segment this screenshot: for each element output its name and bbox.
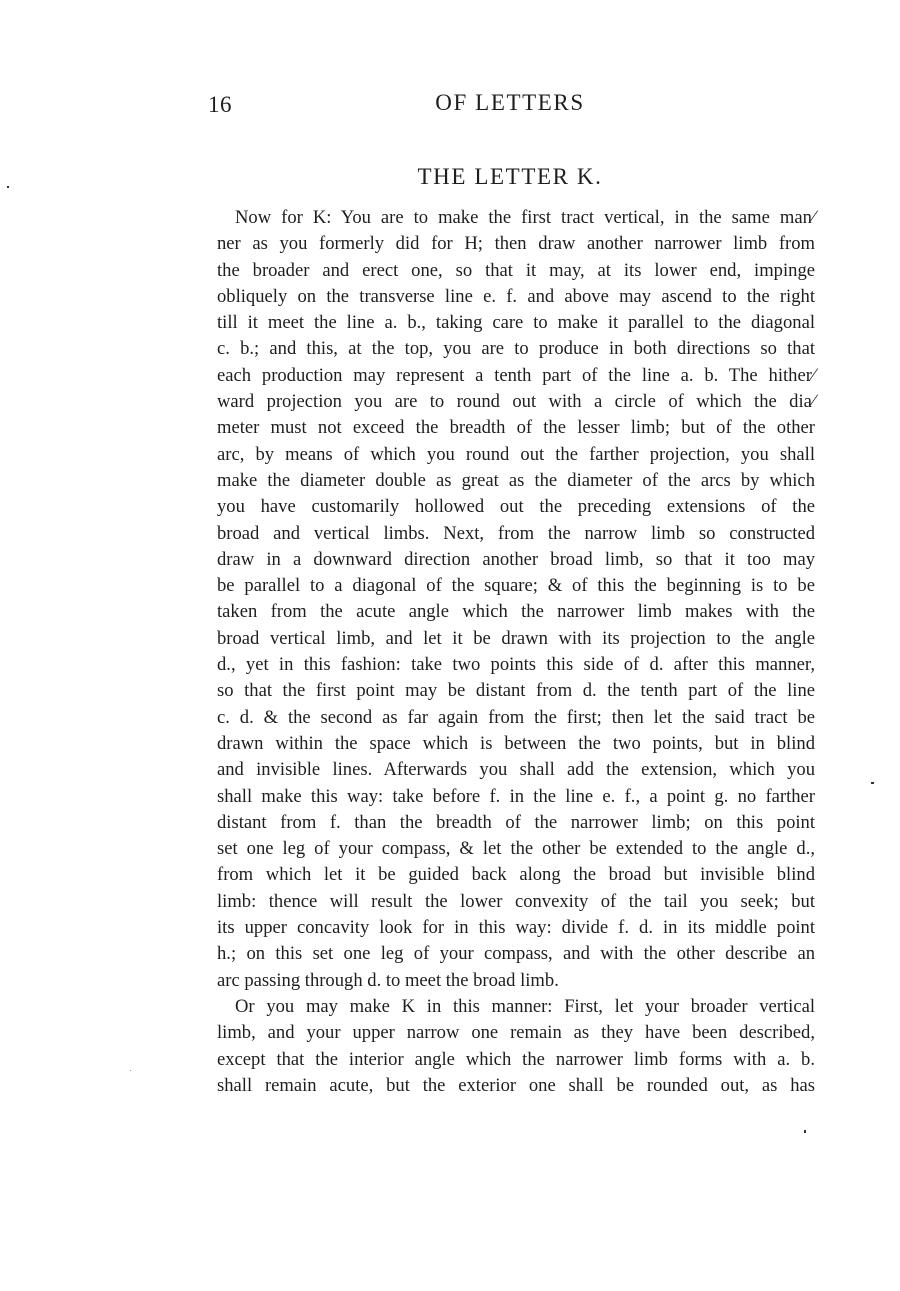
text-line: ner as you formerly did for H; then draw another narrower limb from [217,233,815,255]
text-line: arc, by means of which you round out the farther projection, you shall [217,443,815,465]
text-line: obliquely on the transverse line e. f. and above may ascend to the right [217,285,815,307]
text-line: make the diameter double as great as the diameter of the arcs by which [217,469,815,491]
text-line: shall remain acute, but the exterior one shall be rounded out, as has [217,1074,815,1096]
text-line: till it meet the line a. b., taking care to make it parallel to the diagonal [217,312,815,334]
text-line: taken from the acute angle which the narrower limb makes with the [217,601,815,623]
text-line: Or you may make K in this manner: First, let your broader vertical [235,995,815,1017]
body-text [217,205,815,1099]
text-line: draw in a downward direction another broad limb, so that it too may [217,548,815,570]
text-line: h.; on this set one leg of your compass, and with the other describe an [217,943,815,965]
text-line: you have customarily hollowed out the preceding extensions of the [217,496,815,518]
page-number: 16 [208,92,232,117]
text-line: so that the first point may be distant from d. the tenth part of the line [217,680,815,702]
text-line: d., yet in this fashion: take two points this side of d. after this manner, [217,654,815,676]
paragraph-1 [217,205,815,994]
running-head: OF LETTERS [435,90,585,115]
text-line: each production may represent a tenth part of the line a. b. The hither⁄ [217,364,815,386]
text-line: meter must not exceed the breadth of the lesser limb; but of the other [217,417,815,439]
scan-speck [804,1130,806,1133]
scan-speck [871,782,874,784]
scan-speck [130,1070,131,1071]
text-line: c. b.; and this, at the top, you are to produce in both directions so that [217,338,815,360]
text-line: except that the interior angle which the narrower limb forms with a. b. [217,1048,815,1070]
text-line: from which let it be guided back along the broad but invisible blind [217,864,815,886]
text-line: ward projection you are to round out with a circle of which the dia⁄ [217,391,815,413]
text-line: broad vertical limb, and let it be drawn with its projection to the angle [217,627,815,649]
section-title: THE LETTER K. [417,164,603,189]
text-line: be parallel to a diagonal of the square; & of this the beginning is to be [217,575,815,597]
text-line: c. d. & the second as far again from the first; then let the said tract be [217,706,815,728]
text-line: limb: thence will result the lower convexity of the tail you seek; but [217,890,815,912]
text-line: set one leg of your compass, & let the other be extended to the angle d., [217,838,815,860]
scan-speck [7,186,9,188]
text-line: limb, and your upper narrow one remain as they have been described, [217,1022,815,1044]
text-line: drawn within the space which is between the two points, but in blind [217,732,815,754]
text-line: arc passing through d. to meet the broad limb. [217,969,559,991]
text-line: broad and vertical limbs. Next, from the narrow limb so constructed [217,522,815,544]
paragraph-2 [217,994,815,1099]
text-line: and invisible lines. Afterwards you shall add the extension, which you [217,759,815,781]
text-line: distant from f. than the breadth of the narrower limb; on this point [217,811,815,833]
text-line: the broader and erect one, so that it may, at its lower end, impinge [217,259,815,281]
text-line: shall make this way: take before f. in the line e. f., a point g. no farther [217,785,815,807]
text-line: its upper concavity look for in this way: divide f. d. in its middle point [217,917,815,939]
text-line: Now for K: You are to make the first tract vertical, in the same man⁄ [235,207,815,228]
